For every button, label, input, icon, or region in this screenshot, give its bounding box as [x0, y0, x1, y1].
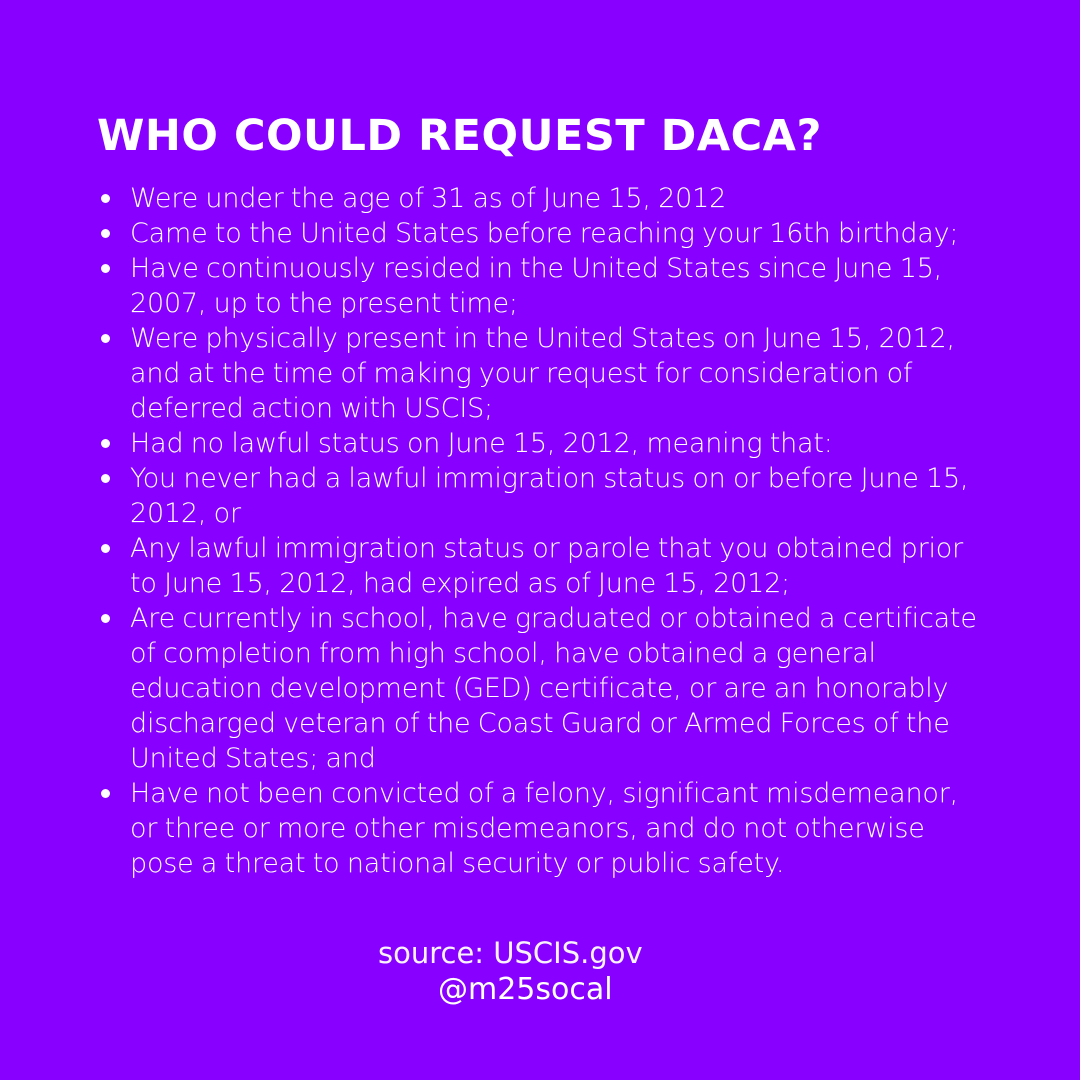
list-item: [130, 251, 980, 321]
list-item-text: Have continuously resided in the United States since June 15, 2007, up to the present time;: [130, 253, 943, 319]
bullet-icon: [101, 229, 110, 238]
list-item: [130, 216, 980, 251]
list-item: [130, 321, 980, 426]
list-item: [130, 601, 980, 776]
bullet-icon: [101, 474, 110, 483]
list-item: [130, 531, 980, 601]
bullet-icon: [101, 194, 110, 203]
page-title: WHO COULD REQUEST DACA?: [97, 111, 822, 161]
bullet-icon: [101, 439, 110, 448]
bullet-icon: [101, 264, 110, 273]
list-item: [130, 426, 980, 461]
list-item: [130, 181, 980, 216]
list-item: [130, 776, 980, 881]
bullet-icon: [101, 789, 110, 798]
list-item-text: Had no lawful status on June 15, 2012, meaning that:: [130, 428, 833, 459]
social-handle: @m25socal: [438, 972, 613, 1007]
list-item-text: Have not been convicted of a felony, significant misdemeanor, or three or more other misdemeanors, and do not otherwise pose a threat to national security or public safety.: [130, 778, 958, 879]
list-item-text: Were under the age of 31 as of June 15, 2012: [130, 183, 727, 214]
list-item-text: Any lawful immigration status or parole that you obtained prior to June 15, 2012, had expired as of June 15, 2012;: [130, 533, 963, 599]
list-item: [130, 461, 980, 531]
source-credit: source: USCIS.gov: [378, 936, 643, 970]
bullet-icon: [101, 334, 110, 343]
list-item-text: You never had a lawful immigration status on or before June 15, 2012, or: [130, 463, 969, 529]
list-item-text: Were physically present in the United States on June 15, 2012, and at the time of making your request for consideration of deferred action with USCIS;: [130, 323, 955, 424]
bullet-icon: [101, 544, 110, 553]
list-item-text: Are currently in school, have graduated or obtained a certificate of completion from high school, have obtained a general education development (GED) certificate, or are an honorably discharged veteran of the Coast Guard or Armed Forces of the United States; and: [130, 603, 977, 774]
bullet-icon: [101, 614, 110, 623]
list-item-text: Came to the United States before reaching your 16th birthday;: [130, 218, 959, 249]
eligibility-list: [130, 181, 980, 881]
